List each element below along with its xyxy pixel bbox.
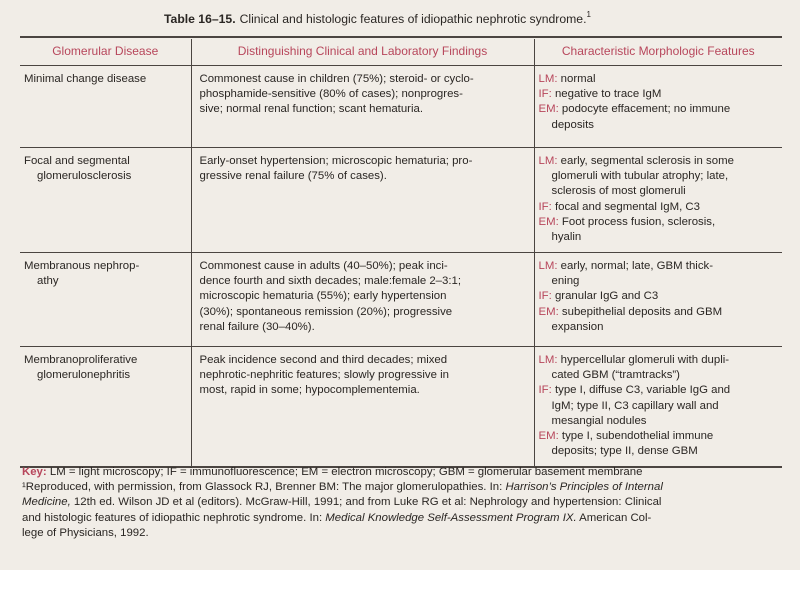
- reference-segment: lege of Physicians, 1992.: [22, 526, 149, 539]
- feature-text: focal and segmental IgM, C3: [551, 200, 700, 213]
- feature-label: IF:: [538, 200, 552, 213]
- feature-text: hyalin: [551, 231, 582, 244]
- disease-line: Focal and segmental: [24, 155, 130, 167]
- reference-line: [22, 480, 782, 495]
- feature-label: LM:: [538, 354, 558, 366]
- features-cell: [534, 253, 782, 347]
- findings-line: Commonest cause in adults (40–50%); peak inci-: [199, 260, 448, 272]
- findings-cell: [191, 347, 534, 468]
- feature-label: EM:: [538, 215, 559, 228]
- table-header-row: [20, 39, 782, 66]
- feature-text: IgM; type II, C3 capillary wall and: [551, 399, 719, 412]
- disease-line: glomerulonephritis: [37, 369, 131, 382]
- disease-cell: [20, 347, 191, 468]
- feature-text: hypercellular glomeruli with dupli-: [557, 354, 730, 366]
- reference-segment: 12th ed. Wilson JD et al (editors). McGraw-Hill, 1991; and from Luke RG et al: Nephrology and hypertension: Clinical: [70, 496, 662, 509]
- findings-cell: [191, 148, 534, 253]
- table-title: Clinical and histologic features of idiopathic nephrotic syndrome.: [239, 12, 587, 26]
- key-label: Key:: [22, 466, 47, 478]
- nephrotic-syndrome-table: [20, 39, 782, 468]
- feature-line: [539, 230, 783, 245]
- feature-line: [539, 72, 783, 87]
- feature-text: normal: [557, 73, 596, 85]
- disease-line: Membranoproliferative: [24, 354, 138, 366]
- reference-segment: Medical Knowledge Self-Assessment Program IX.: [325, 511, 577, 524]
- feature-line: [539, 353, 783, 368]
- feature-text: early, normal; late, GBM thick-: [557, 260, 714, 272]
- feature-line: [539, 102, 783, 117]
- reference-segment: American Col-: [576, 511, 652, 524]
- feature-text: type I, subendothelial immune: [558, 430, 714, 443]
- feature-line: [539, 289, 783, 304]
- feature-text: glomeruli with tubular atrophy; late,: [551, 170, 729, 183]
- feature-text: granular IgG and C3: [551, 290, 659, 303]
- feature-line: [539, 399, 783, 414]
- feature-label: LM:: [538, 260, 558, 272]
- feature-line: [539, 414, 783, 429]
- feature-line: [539, 87, 783, 102]
- findings-line: nephrotic-nephritic features; slowly progressive in: [199, 369, 449, 382]
- disease-line: Minimal change disease: [24, 73, 147, 85]
- disease-line: glomerulosclerosis: [37, 170, 132, 183]
- findings-line: Early-onset hypertension; microscopic hematuria; pro-: [199, 155, 473, 167]
- findings-line: Commonest cause in children (75%); steroid- or cyclo-: [199, 73, 474, 85]
- findings-line: (30%); spontaneous remission (20%); progressive: [199, 305, 453, 318]
- feature-label: EM:: [538, 305, 559, 318]
- top-rule: [20, 36, 782, 38]
- features-cell: [534, 66, 782, 148]
- feature-line: [539, 259, 783, 274]
- table-row: [20, 148, 782, 253]
- feature-label: EM:: [538, 103, 559, 116]
- feature-text: podocyte effacement; no immune: [558, 103, 731, 116]
- disease-cell: [20, 253, 191, 347]
- feature-text: deposits; type II, dense GBM: [551, 445, 698, 458]
- feature-line: [539, 305, 783, 320]
- feature-line: [539, 154, 783, 169]
- findings-line: dence fourth and sixth decades; male:female 2–3:1;: [199, 275, 462, 288]
- feature-text: sclerosis of most glomeruli: [551, 185, 686, 198]
- feature-line: [539, 368, 783, 383]
- reference-line: [22, 526, 782, 541]
- findings-line: sive; normal renal function; scant hematuria.: [199, 103, 423, 116]
- key-text: LM = light microscopy; IF = immunofluorescence; EM = electron microscopy; GBM = glomerular basement membrane: [46, 466, 643, 478]
- feature-line: [539, 184, 783, 199]
- header-morphologic-features: Characteristic Morphologic Features: [534, 39, 782, 66]
- table-row: [20, 66, 782, 148]
- findings-line: Peak incidence second and third decades; mixed: [199, 354, 448, 366]
- feature-text: type I, diffuse C3, variable IgG and: [551, 384, 731, 397]
- reference-segment: Medicine,: [22, 496, 71, 509]
- table-row: [20, 347, 782, 468]
- disease-cell: [20, 66, 191, 148]
- reference-segment: and histologic features of idiopathic nephrotic syndrome. In:: [22, 511, 326, 524]
- feature-line: [539, 320, 783, 335]
- feature-line: [539, 444, 783, 459]
- feature-line: [539, 274, 783, 289]
- feature-line: [539, 215, 783, 230]
- reference-note: [22, 480, 782, 541]
- footnote-mark: 1: [586, 10, 591, 19]
- findings-cell: [191, 253, 534, 347]
- feature-text: ening: [551, 275, 580, 288]
- feature-text: cated GBM (“tramtracks”): [551, 369, 680, 382]
- feature-text: subepithelial deposits and GBM: [558, 305, 723, 318]
- features-cell: [534, 347, 782, 468]
- disease-cell: [20, 148, 191, 253]
- disease-line: Membranous nephrop-: [24, 260, 140, 272]
- header-clinical-findings: Distinguishing Clinical and Laboratory Findings: [191, 39, 534, 66]
- feature-label: LM:: [538, 155, 558, 167]
- reference-line: [22, 511, 782, 526]
- table-footnotes: [22, 465, 782, 541]
- reference-segment: Harrison’s Principles of Internal: [505, 481, 663, 494]
- feature-text: early, segmental sclerosis in some: [557, 155, 734, 167]
- feature-line: [539, 118, 783, 133]
- feature-line: [539, 383, 783, 398]
- feature-line: [539, 429, 783, 444]
- feature-text: mesangial nodules: [551, 414, 647, 427]
- reference-line: [22, 495, 782, 510]
- feature-label: IF:: [538, 88, 552, 101]
- table-caption: [164, 12, 591, 26]
- findings-line: phosphamide-sensitive (80% of cases); nonprogres-: [199, 88, 463, 101]
- findings-line: microscopic hematuria (55%); early hypertension: [199, 290, 447, 303]
- header-glomerular-disease: Glomerular Disease: [20, 39, 191, 66]
- findings-line: gressive renal failure (75% of cases).: [199, 170, 387, 183]
- disease-line: athy: [37, 275, 59, 288]
- findings-line: renal failure (30–40%).: [199, 320, 315, 333]
- table-row: [20, 253, 782, 347]
- feature-label: IF:: [538, 384, 552, 397]
- feature-text: deposits: [551, 118, 594, 131]
- key-line: [22, 465, 782, 480]
- feature-text: negative to trace IgM: [551, 88, 662, 101]
- findings-line: most, rapid in some; hypocomplementemia.: [199, 384, 420, 397]
- feature-label: IF:: [538, 290, 552, 303]
- findings-cell: [191, 66, 534, 148]
- features-cell: [534, 148, 782, 253]
- feature-line: [539, 169, 783, 184]
- table-number: Table 16–15.: [164, 12, 236, 26]
- bottom-margin: [0, 570, 800, 600]
- feature-line: [539, 200, 783, 215]
- reference-segment: ¹Reproduced, with permission, from Glassock RJ, Brenner BM: The major glomerulopathies. In:: [22, 481, 506, 494]
- feature-text: expansion: [551, 320, 604, 333]
- feature-text: Foot process fusion, sclerosis,: [558, 215, 716, 228]
- feature-label: EM:: [538, 430, 559, 443]
- feature-label: LM:: [538, 73, 558, 85]
